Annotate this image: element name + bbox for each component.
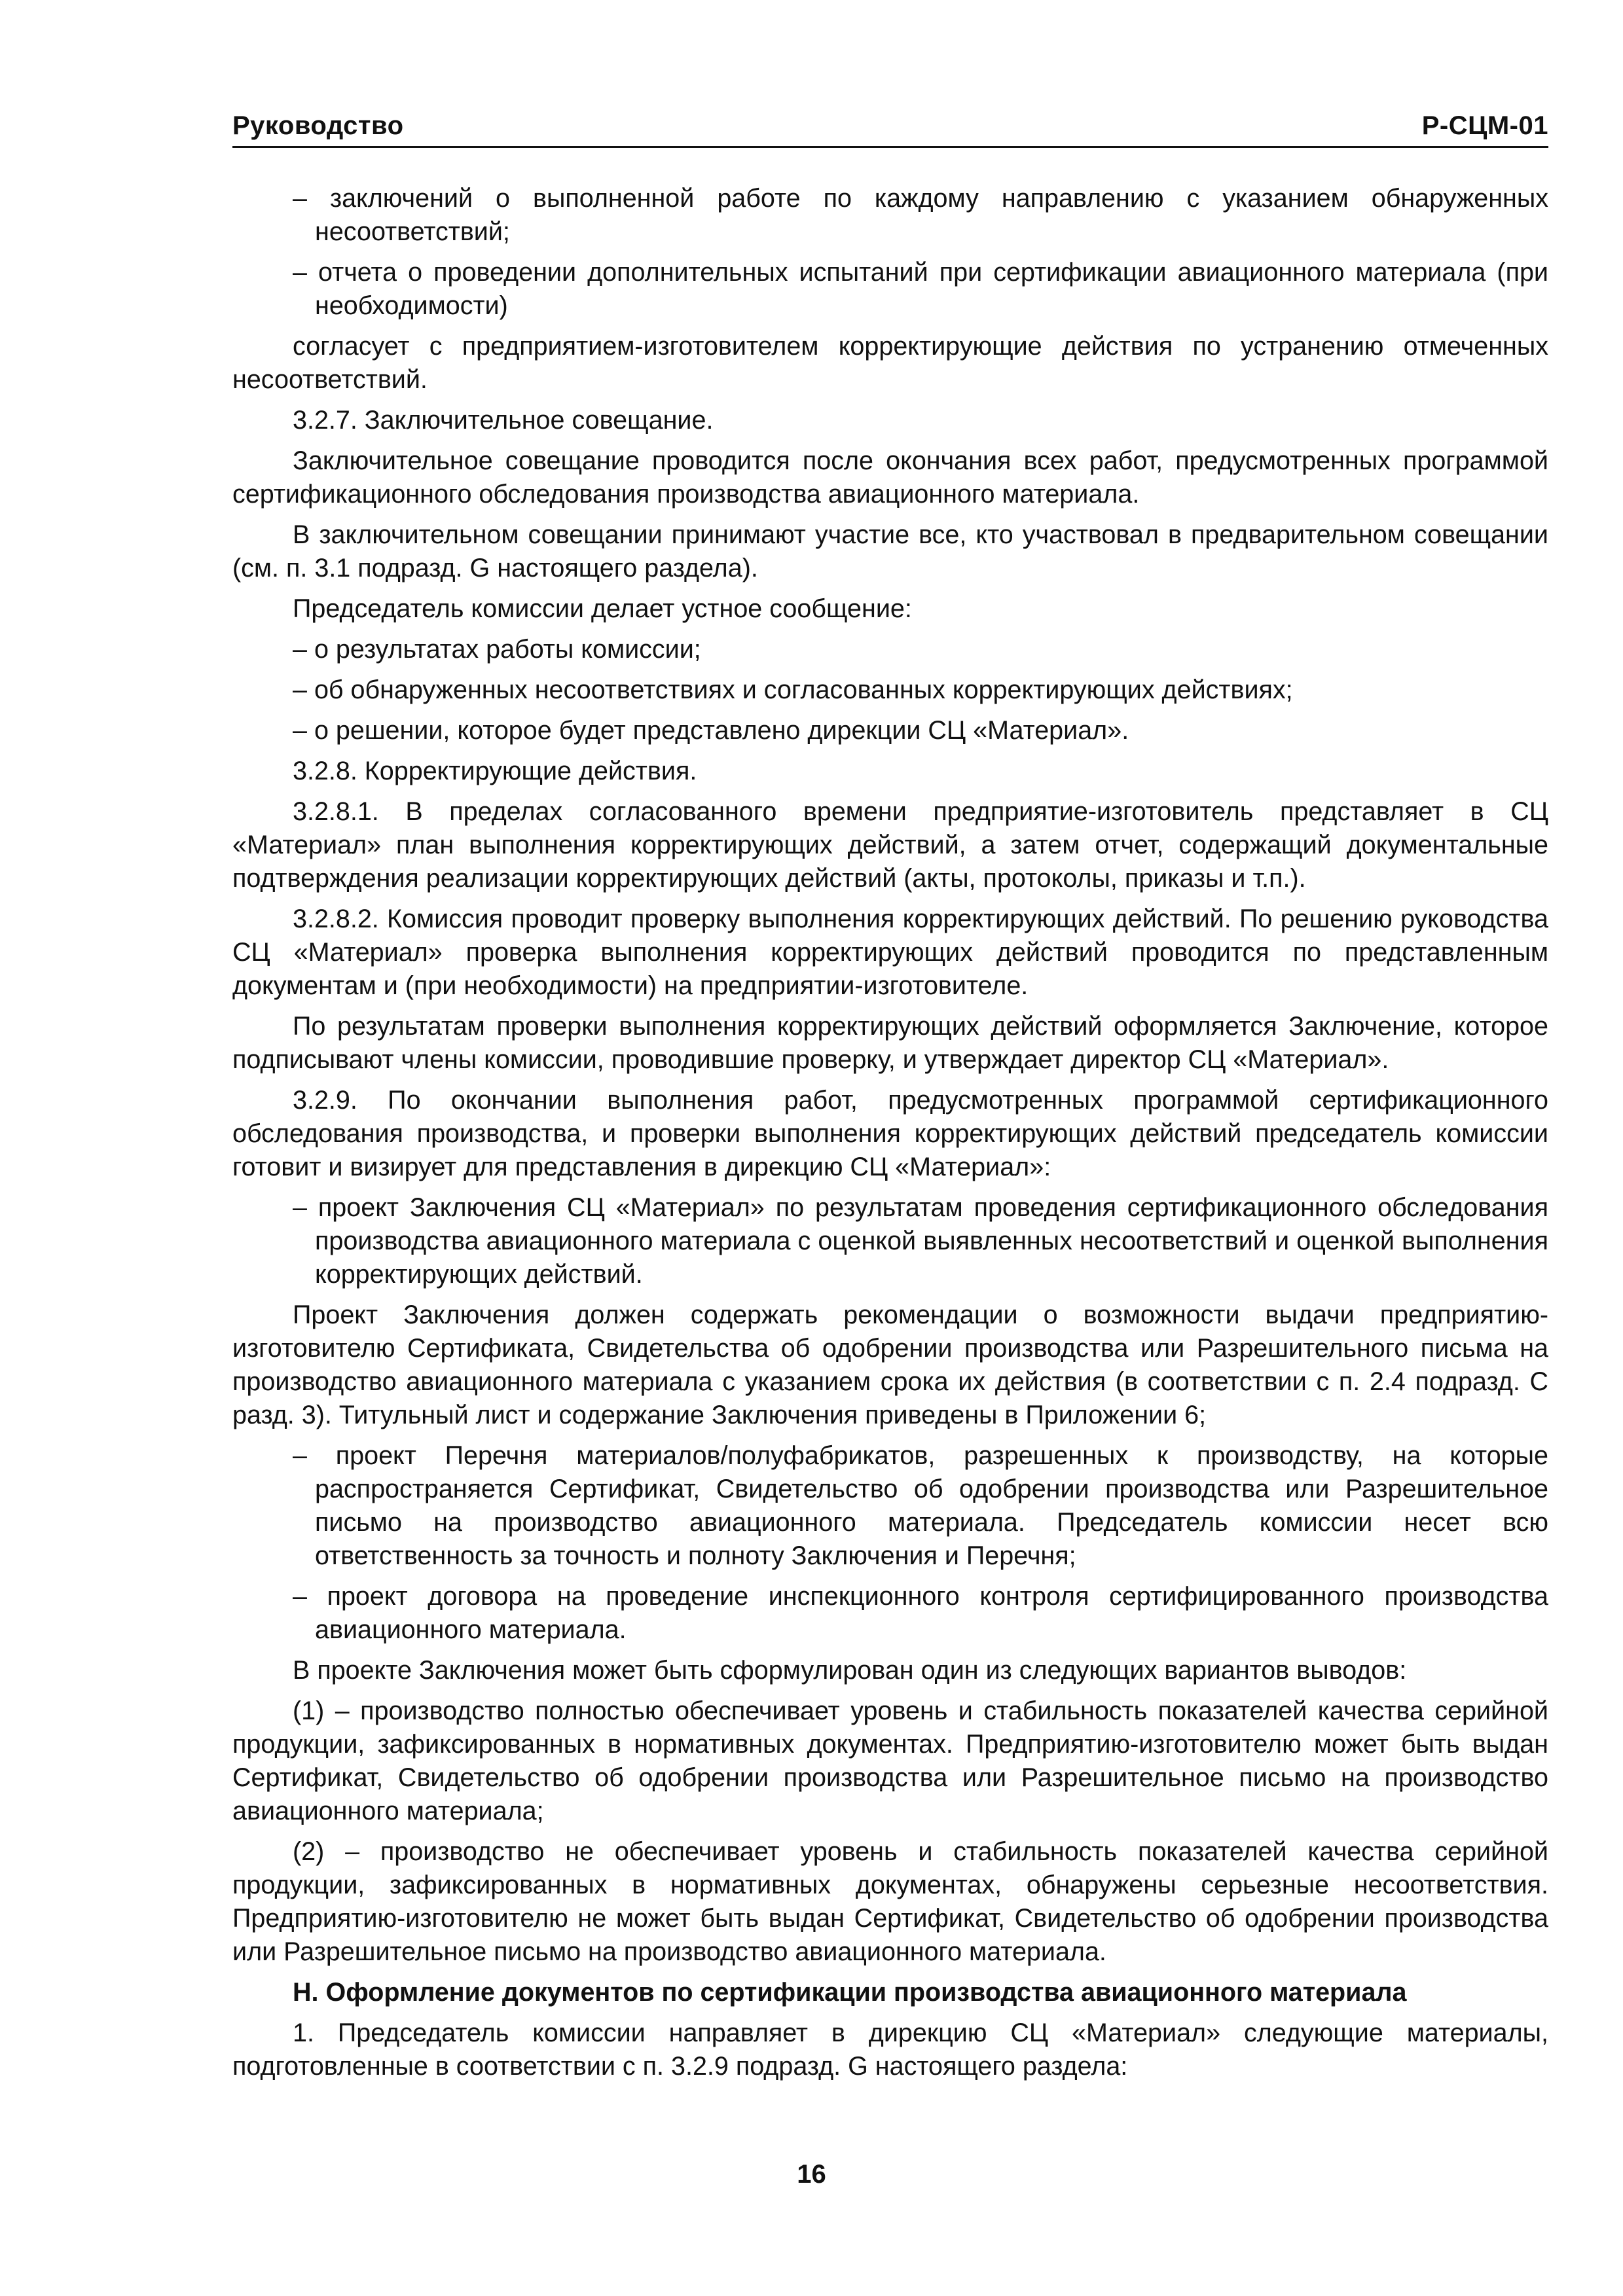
paragraph: Председатель комиссии делает устное сообщение: <box>293 594 912 623</box>
paragraph: 3.2.8. Корректирующие действия. <box>293 757 697 785</box>
paragraph: 3.2.8.1. В пределах согласованного времени предприятие-изготовитель представляет в СЦ «Материал» план выполнения корректирующих действий, а затем отчет, содержащий документальные подтверждения реализации корректирующих действий (акты, протоколы, приказы и т.п.). <box>232 797 1548 893</box>
paragraph: Заключительное совещание проводится после окончания всех работ, предусмотренных программой сертификационного обследования производства авиационного материала. <box>232 446 1548 509</box>
paragraph: Проект Заключения должен содержать рекомендации о возможности выдачи предприятию-изготовителю Сертификата, Свидетельства об одобрении производства или Разрешительного письма на производство авиационного материала с указанием срока их действия (в соответствии с п. 2.4 подразд. С разд. 3). Титульный лист и содержание Заключения приведены в Приложении 6; <box>232 1300 1548 1429</box>
header-document-code: Р-СЦМ-01 <box>1421 111 1548 140</box>
paragraph: (2) – производство не обеспечивает уровень и стабильность показателей качества серийной продукции, зафиксированных в нормативных документах, обнаружены серьезные несоответствия. Предприятию-изготовителю не может быть выдан Сертификат, Свидетельство об одобрении производства или Разрешительное письмо на производство авиационного материала. <box>232 1837 1548 1966</box>
paragraph: 3.2.8.2. Комиссия проводит проверку выполнения корректирующих действий. По решению руководства СЦ «Материал» проверка выполнения корректирующих действий проводится по представленным документам и (при необходимости) на предприятии-изготовителе. <box>232 905 1548 1000</box>
list-item: – отчета о проведении дополнительных испытаний при сертификации авиационного материала (при необходимости) <box>293 258 1548 320</box>
paragraph: В заключительном совещании принимают участие все, кто участвовал в предварительном совещании (см. п. 3.1 подразд. G настоящего раздела). <box>232 520 1548 583</box>
body-text <box>232 182 1548 2090</box>
list-item: – о решении, которое будет представлено дирекции СЦ «Материал». <box>293 716 1129 745</box>
list-item: – об обнаруженных несоответствиях и согласованных корректирующих действиях; <box>293 675 1293 704</box>
paragraph: По результатам проверки выполнения корректирующих действий оформляется Заключение, которое подписывают члены комиссии, проводившие проверку, и утверждает директор СЦ «Материал». <box>232 1012 1548 1074</box>
paragraph: 3.2.7. Заключительное совещание. <box>293 406 714 435</box>
paragraph: согласует с предприятием-изготовителем корректирующие действия по устранению отмеченных несоответствий. <box>232 332 1548 394</box>
list-item: – проект договора на проведение инспекционного контроля сертифицированного производства авиационного материала. <box>293 1582 1548 1644</box>
page-header <box>232 105 1548 148</box>
paragraph: (1) – производство полностью обеспечивает уровень и стабильность показателей качества серийной продукции, зафиксированных в нормативных документах. Предприятию-изготовителю может быть выдан Сертификат, Свидетельство об одобрении производства или Разрешительное письмо на производство авиационного материала; <box>232 1696 1548 1825</box>
paragraph: В проекте Заключения может быть сформулирован один из следующих вариантов выводов: <box>293 1656 1407 1685</box>
paragraph: 1. Председатель комиссии направляет в дирекцию СЦ «Материал» следующие материалы, подготовленные в соответствии с п. 3.2.9 подразд. G настоящего раздела: <box>232 2018 1548 2081</box>
list-item: – заключений о выполненной работе по каждому направлению с указанием обнаруженных несоответствий; <box>293 184 1548 246</box>
section-heading: Н. Оформление документов по сертификации производства авиационного материала <box>293 1978 1407 2007</box>
list-item: – проект Заключения СЦ «Материал» по результатам проведения сертификационного обследования производства авиационного материала с оценкой выявленных несоответствий и оценкой выполнения корректирующих действий. <box>293 1193 1548 1289</box>
page-number: 16 <box>797 2160 826 2189</box>
list-item: – проект Перечня материалов/полуфабрикатов, разрешенных к производству, на которые распространяется Сертификат, Свидетельство об одобрении производства или Разрешительное письмо на производство авиационного материала. Председатель комиссии несет всю ответственность за точность и полноту Заключения и Перечня; <box>293 1441 1548 1570</box>
paragraph: 3.2.9. По окончании выполнения работ, предусмотренных программой сертификационного обследования производства, и проверки выполнения корректирующих действий председатель комиссии готовит и визирует для представления в дирекцию СЦ «Материал»: <box>232 1086 1548 1181</box>
header-document-type: Руководство <box>232 111 404 140</box>
list-item: – о результатах работы комиссии; <box>293 635 701 664</box>
